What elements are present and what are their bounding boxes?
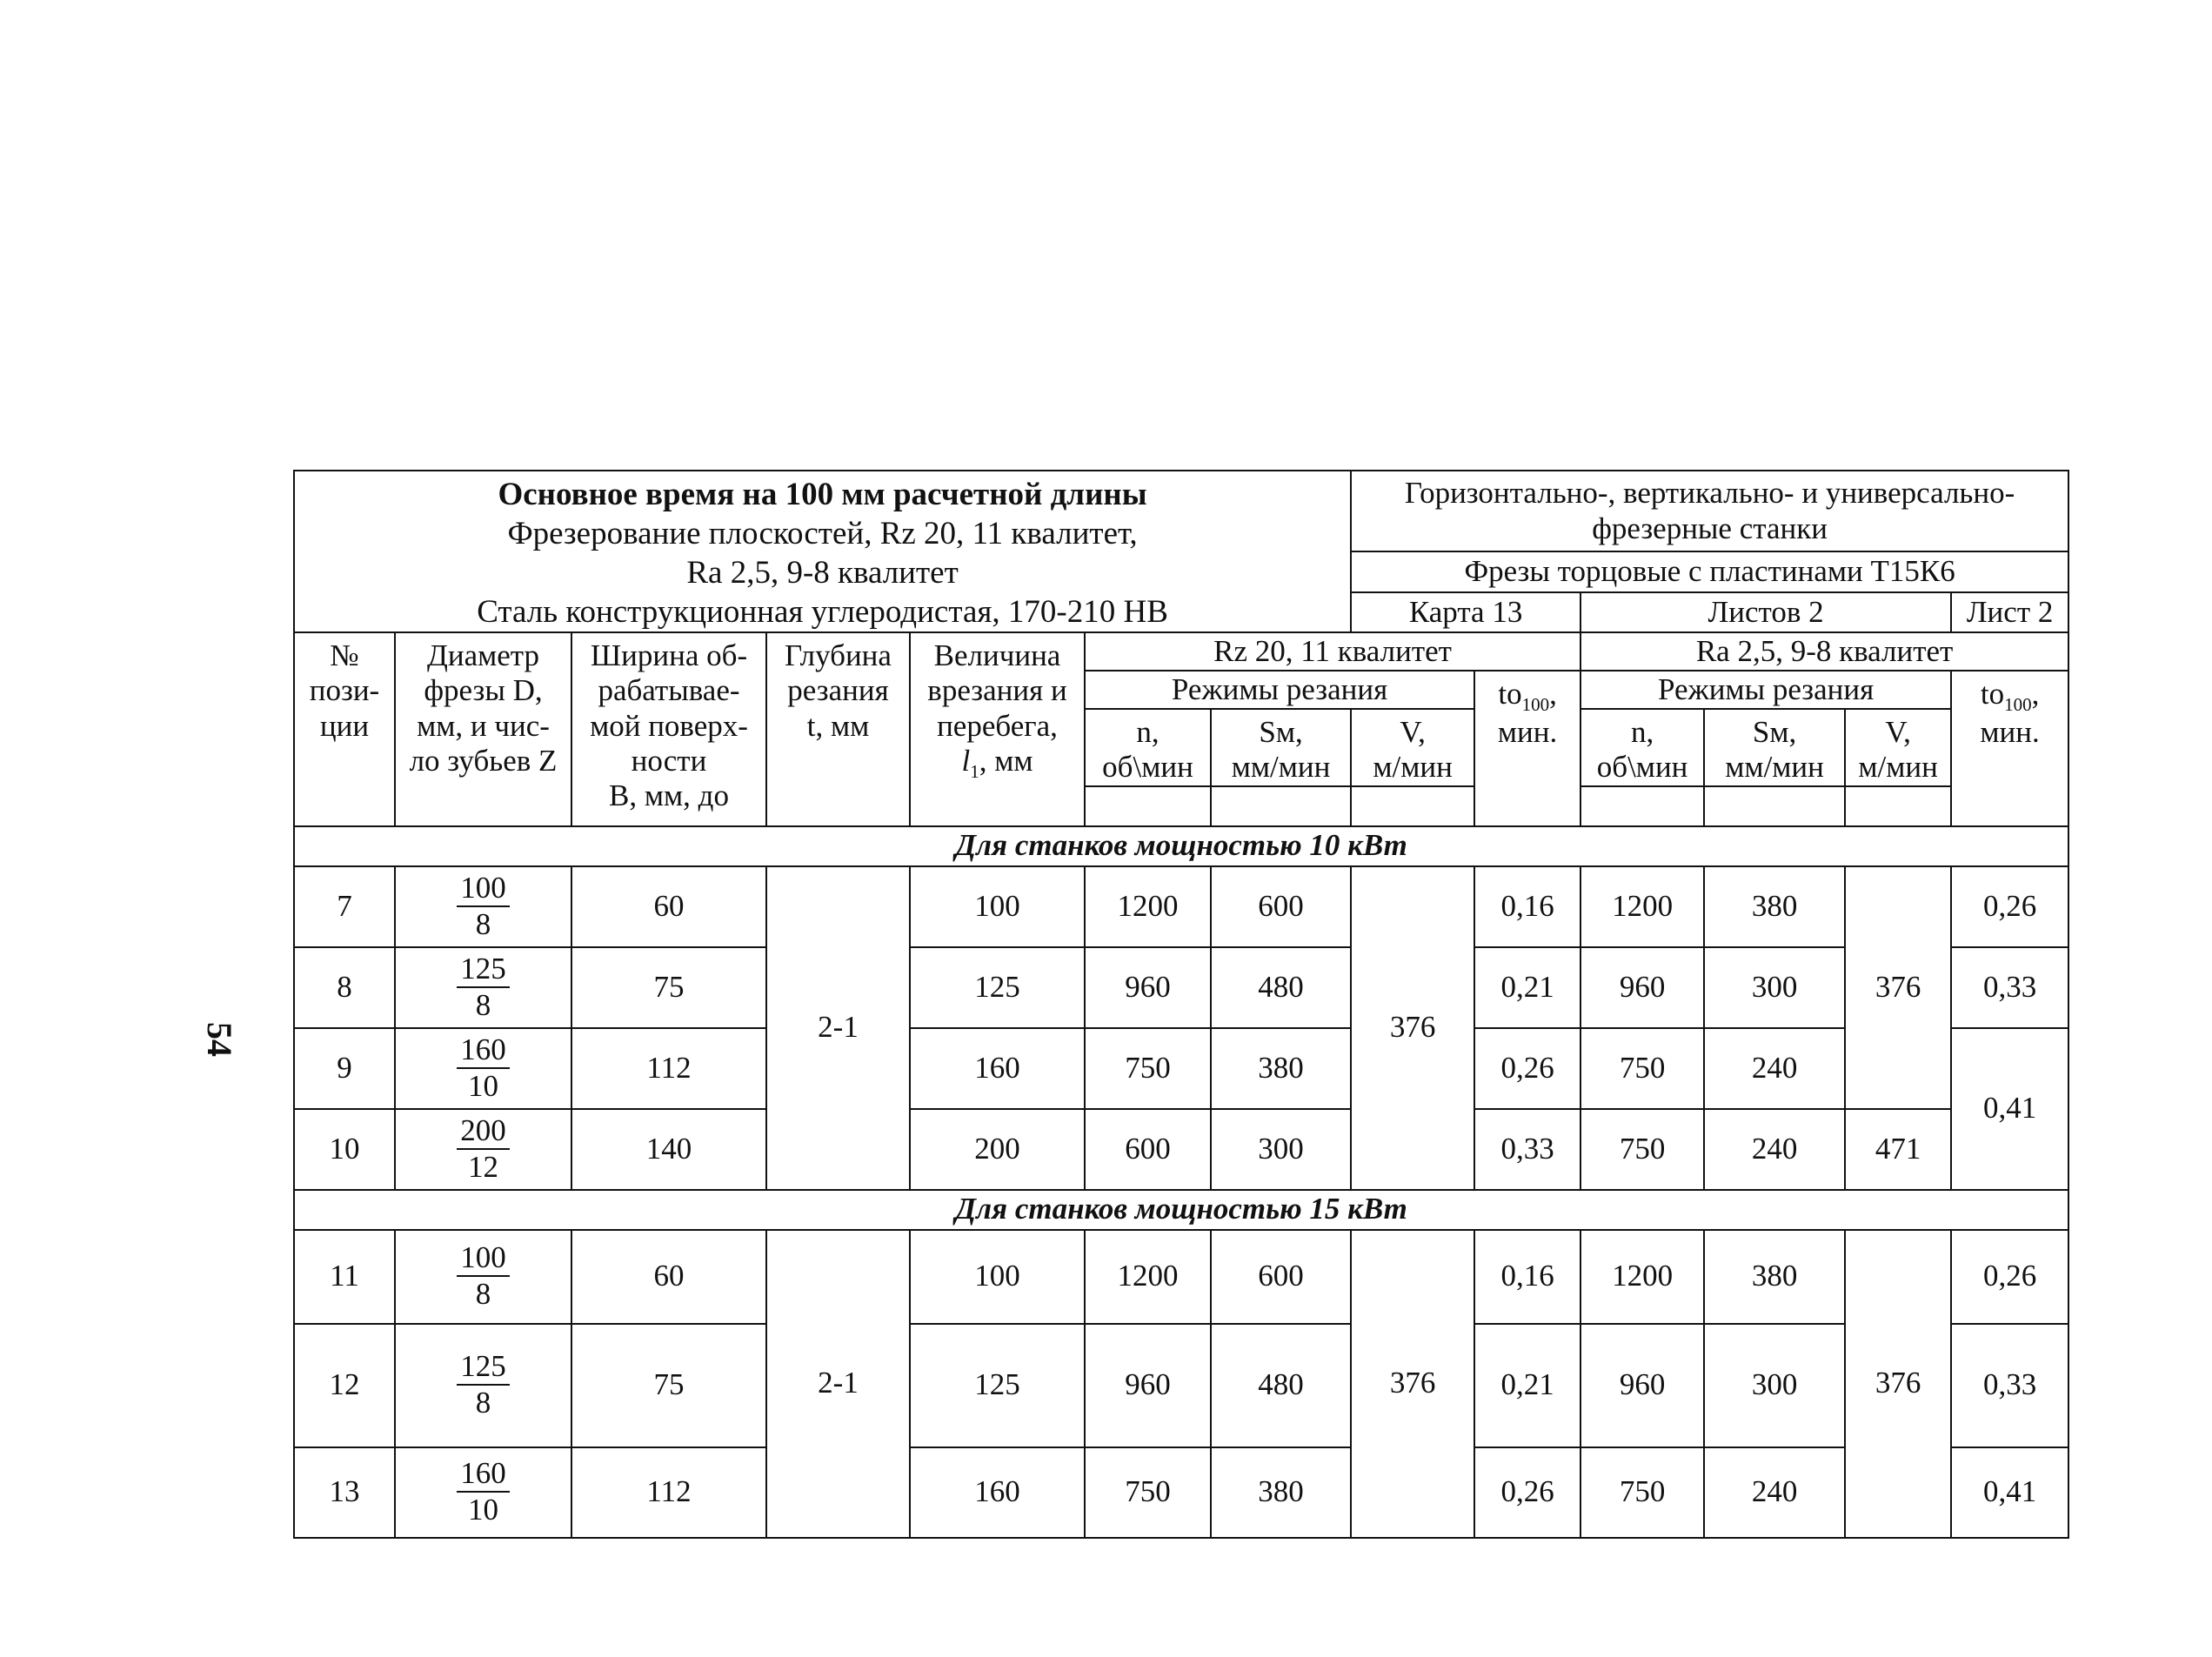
- cell-n2: 1200: [1580, 866, 1704, 947]
- cell-n2: 1200: [1580, 1230, 1704, 1324]
- teeth-z: 10: [468, 1493, 498, 1527]
- col-infeed-l3: перебега,: [937, 708, 1058, 743]
- col-width-l4: ности: [631, 743, 707, 778]
- cell-t2: 0,33: [1951, 947, 2068, 1028]
- title-line-3: Ra 2,5, 9-8 квалитет: [686, 555, 959, 591]
- cell-s2: 380: [1704, 866, 1845, 947]
- time-label: to: [1498, 677, 1522, 711]
- col-time-ra25: $to_{100}$, мин.: [1951, 671, 2068, 826]
- page-number: 54: [200, 1022, 239, 1057]
- cell-s2: 380: [1704, 1230, 1845, 1324]
- col-depth-l3: t, мм: [806, 708, 870, 743]
- cell-s2: 240: [1704, 1109, 1845, 1190]
- cell-pos: 13: [294, 1447, 395, 1538]
- cell-diameter: [395, 1028, 571, 1109]
- teeth-z: 10: [468, 1068, 498, 1103]
- cell-t2: 0,41: [1951, 1447, 2068, 1538]
- cell-t2: 0,41: [1951, 1028, 2068, 1190]
- cell-pos: 10: [294, 1109, 395, 1190]
- s-unit: мм/мин: [1231, 750, 1331, 785]
- v-unit: м/мин: [1858, 750, 1938, 785]
- cell-t2: 0,33: [1951, 1324, 2068, 1447]
- v-label: V,: [1885, 715, 1911, 749]
- cell-t1: 0,26: [1474, 1447, 1580, 1538]
- n-unit: об\мин: [1596, 750, 1688, 785]
- cell-v1: 376: [1351, 1230, 1474, 1538]
- cell-v1: 376: [1351, 866, 1474, 1190]
- cell-width: 112: [571, 1028, 766, 1109]
- s-label: Sм,: [1259, 715, 1303, 749]
- card-number: Карта 13: [1351, 592, 1580, 633]
- cell-width: 112: [571, 1447, 766, 1538]
- diameter-d: 160: [457, 1032, 510, 1069]
- time-unit: мин.: [1980, 715, 2040, 750]
- col-diameter-l3: мм, и чис-: [417, 708, 550, 743]
- diameter-d: 100: [457, 1240, 510, 1277]
- table-row: [294, 947, 2068, 1028]
- header-spacer: [1211, 786, 1351, 826]
- cell-n2: 750: [1580, 1109, 1704, 1190]
- header-spacer: [1351, 786, 1474, 826]
- n-unit: об\мин: [1102, 750, 1193, 785]
- cell-n2: 750: [1580, 1028, 1704, 1109]
- teeth-z: 12: [468, 1149, 498, 1184]
- cell-t1: 0,16: [1474, 1230, 1580, 1324]
- cell-n2: 960: [1580, 1324, 1704, 1447]
- col-depth: [766, 632, 910, 826]
- table-title: [294, 471, 1351, 632]
- cell-t2: 0,26: [1951, 866, 2068, 947]
- time-norms-table: [293, 470, 2069, 1539]
- col-width-l1: Ширина об-: [590, 638, 748, 672]
- col-diameter-l2: фрезы D,: [424, 673, 543, 708]
- diameter-d: 200: [457, 1113, 510, 1150]
- col-n-ra25: [1580, 709, 1704, 786]
- cell-infeed: 100: [910, 1230, 1085, 1324]
- cell-infeed: 125: [910, 1324, 1085, 1447]
- col-width: [571, 632, 766, 826]
- header-spacer: [1085, 786, 1211, 826]
- cell-diameter: [395, 866, 571, 947]
- diameter-d: 125: [457, 952, 510, 988]
- cell-n1: 1200: [1085, 866, 1211, 947]
- col-infeed-sub: 1: [970, 760, 979, 782]
- s-unit: мм/мин: [1725, 750, 1824, 785]
- cell-n1: 600: [1085, 1109, 1211, 1190]
- col-position-l3: ции: [319, 708, 370, 743]
- cell-infeed: 200: [910, 1109, 1085, 1190]
- table-row: [294, 1324, 2068, 1447]
- col-position-l1: №: [330, 638, 359, 672]
- table-row: [294, 866, 2068, 947]
- cell-t1: 0,26: [1474, 1028, 1580, 1109]
- header-spacer: [1580, 786, 1704, 826]
- cell-pos: 8: [294, 947, 395, 1028]
- cell-s1: 480: [1211, 947, 1351, 1028]
- col-v-ra25: [1845, 709, 1951, 786]
- col-infeed-l1: Величина: [933, 638, 1061, 672]
- diameter-d: 100: [457, 871, 510, 907]
- col-infeed-symbol: l: [961, 743, 971, 778]
- group-rz20: Rz 20, 11 квалитет: [1085, 632, 1580, 671]
- table-row: [294, 1028, 2068, 1109]
- time-label: to: [1980, 677, 2005, 711]
- section-10kw: Для станков мощностью 10 кВт: [294, 826, 2068, 866]
- teeth-z: 8: [475, 987, 491, 1022]
- cell-s2: 300: [1704, 1324, 1845, 1447]
- cell-s1: 380: [1211, 1447, 1351, 1538]
- col-time-rz20: $to_{100}$, мин.: [1474, 671, 1580, 826]
- col-width-l3: мой поверх-: [590, 708, 748, 743]
- col-v-rz20: [1351, 709, 1474, 786]
- cell-diameter: [395, 1109, 571, 1190]
- cell-t1: 0,16: [1474, 866, 1580, 947]
- title-main: Основное время на 100 мм расчетной длины: [498, 477, 1147, 512]
- group-ra25: Ra 2,5, 9-8 квалитет: [1580, 632, 2068, 671]
- sheets-total: Листов 2: [1580, 592, 1951, 633]
- cell-diameter: [395, 947, 571, 1028]
- col-infeed-unit: , мм: [979, 743, 1033, 778]
- cell-n1: 960: [1085, 947, 1211, 1028]
- title-line-4: Сталь конструкционная углеродистая, 170-210 НВ: [477, 594, 1168, 630]
- cell-n1: 960: [1085, 1324, 1211, 1447]
- cell-diameter: [395, 1324, 571, 1447]
- cell-v2: 376: [1845, 1230, 1951, 1538]
- cell-width: 60: [571, 866, 766, 947]
- col-position: [294, 632, 395, 826]
- teeth-z: 8: [475, 906, 491, 941]
- diameter-d: 125: [457, 1349, 510, 1386]
- cutter-type: Фрезы торцовые с пластинами Т15К6: [1351, 551, 2068, 592]
- col-position-l2: пози-: [309, 673, 380, 708]
- col-depth-l2: резания: [787, 673, 889, 708]
- cell-s2: 240: [1704, 1028, 1845, 1109]
- cell-s1: 480: [1211, 1324, 1351, 1447]
- cell-infeed: 100: [910, 866, 1085, 947]
- time-sub: 100: [2004, 694, 2032, 715]
- col-infeed: [910, 632, 1085, 826]
- cell-t1: 0,21: [1474, 1324, 1580, 1447]
- table-row: [294, 1230, 2068, 1324]
- col-n-rz20: [1085, 709, 1211, 786]
- n-label: n,: [1630, 715, 1654, 749]
- cell-n2: 960: [1580, 947, 1704, 1028]
- time-sub: 100: [1521, 694, 1550, 715]
- cell-width: 60: [571, 1230, 766, 1324]
- cell-infeed: 125: [910, 947, 1085, 1028]
- cell-depth: 2-1: [766, 1230, 910, 1538]
- cell-pos: 7: [294, 866, 395, 947]
- cell-v2: 471: [1845, 1109, 1951, 1190]
- n-label: n,: [1136, 715, 1159, 749]
- table-row: [294, 1109, 2068, 1190]
- cell-depth: 2-1: [766, 866, 910, 1190]
- table-row: [294, 1447, 2068, 1538]
- section-15kw: Для станков мощностью 15 кВт: [294, 1190, 2068, 1230]
- cell-pos: 9: [294, 1028, 395, 1109]
- col-diameter: [395, 632, 571, 826]
- col-depth-l1: Глубина: [785, 638, 892, 672]
- cell-n1: 1200: [1085, 1230, 1211, 1324]
- time-unit: мин.: [1497, 715, 1558, 750]
- cell-infeed: 160: [910, 1028, 1085, 1109]
- col-diameter-l1: Диаметр: [426, 638, 540, 672]
- cell-n1: 750: [1085, 1028, 1211, 1109]
- header-spacer: [1845, 786, 1951, 826]
- cell-diameter: [395, 1447, 571, 1538]
- modes-rz20: Режимы резания: [1085, 671, 1474, 709]
- cell-infeed: 160: [910, 1447, 1085, 1538]
- col-diameter-l4: ло зубьев Z: [409, 743, 558, 778]
- machines-type: Горизонтально-, вертикально- и универсально-фрезерные станки: [1351, 471, 2068, 551]
- teeth-z: 8: [475, 1277, 491, 1312]
- col-width-l5: В, мм, до: [609, 778, 729, 812]
- cell-t2: 0,26: [1951, 1230, 2068, 1324]
- header-spacer: [1704, 786, 1845, 826]
- cell-v2: 376: [1845, 866, 1951, 1109]
- cell-n1: 750: [1085, 1447, 1211, 1538]
- teeth-z: 8: [475, 1386, 491, 1420]
- cell-t1: 0,33: [1474, 1109, 1580, 1190]
- cell-s1: 600: [1211, 1230, 1351, 1324]
- col-width-l2: рабатывае-: [598, 673, 740, 708]
- cell-width: 75: [571, 947, 766, 1028]
- cell-width: 140: [571, 1109, 766, 1190]
- cell-pos: 12: [294, 1324, 395, 1447]
- sheet-number: Лист 2: [1951, 592, 2068, 633]
- cell-s2: 300: [1704, 947, 1845, 1028]
- col-s-rz20: [1211, 709, 1351, 786]
- cell-s1: 300: [1211, 1109, 1351, 1190]
- s-label: Sм,: [1752, 715, 1797, 749]
- col-infeed-l2: врезания и: [927, 673, 1067, 708]
- title-line-2: Фрезерование плоскостей, Rz 20, 11 квалитет,: [507, 516, 1138, 551]
- v-unit: м/мин: [1373, 750, 1453, 785]
- cell-s2: 240: [1704, 1447, 1845, 1538]
- cell-pos: 11: [294, 1230, 395, 1324]
- cell-n2: 750: [1580, 1447, 1704, 1538]
- cell-width: 75: [571, 1324, 766, 1447]
- cell-s1: 380: [1211, 1028, 1351, 1109]
- cell-t1: 0,21: [1474, 947, 1580, 1028]
- modes-ra25: Режимы резания: [1580, 671, 1951, 709]
- v-label: V,: [1400, 715, 1426, 749]
- cell-diameter: [395, 1230, 571, 1324]
- cell-s1: 600: [1211, 866, 1351, 947]
- col-s-ra25: [1704, 709, 1845, 786]
- diameter-d: 160: [457, 1456, 510, 1493]
